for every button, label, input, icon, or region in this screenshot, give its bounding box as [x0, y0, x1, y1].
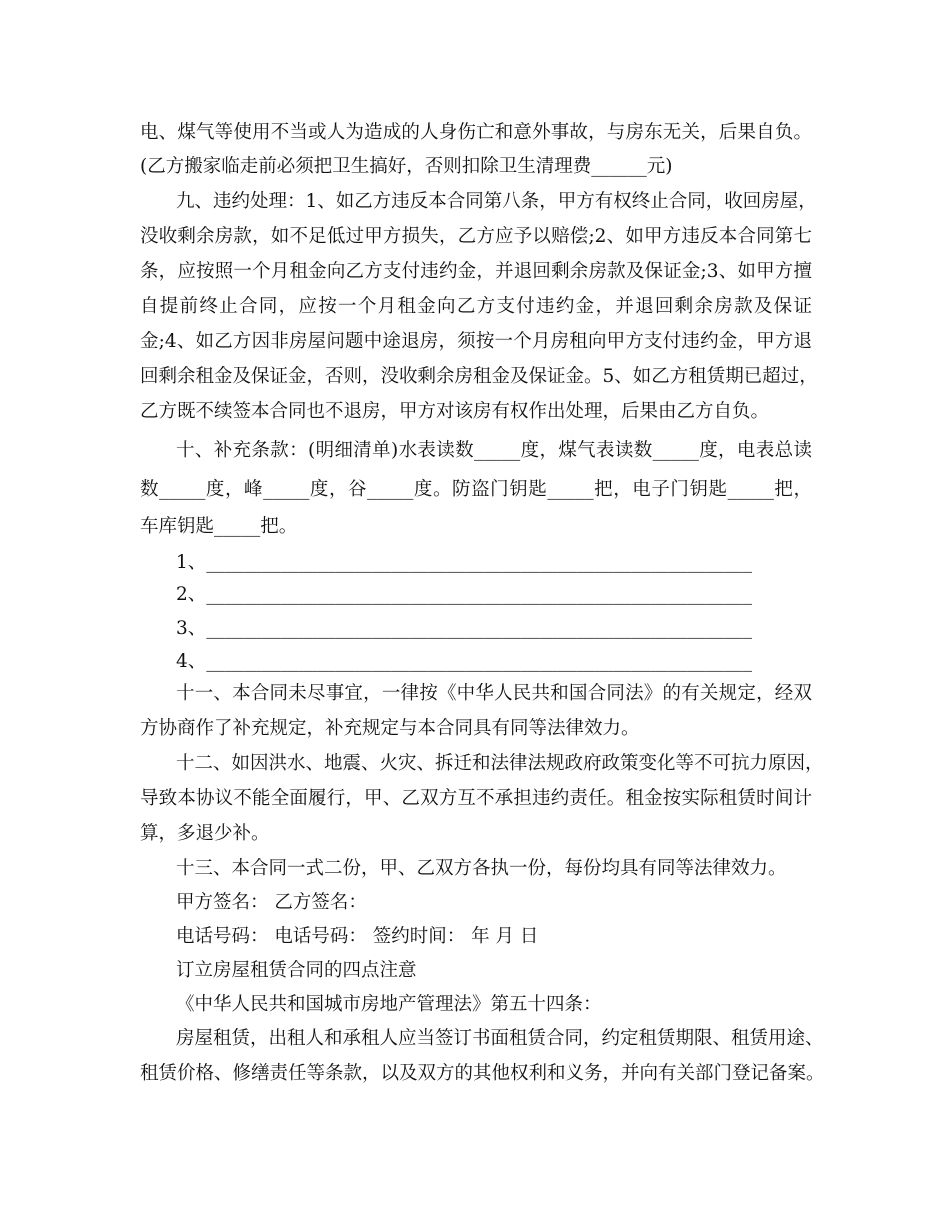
clause-10-heading: 十、补充条款：(明细清单)水表读数_____度，煤气表读数_____度，电表总读 [176, 440, 812, 461]
paragraph-line: 导致本协议不能全面履行，甲、乙双方互不承担违约责任。租金按实际租赁时间计 [140, 788, 812, 809]
clause-11-heading: 十一、本合同未尽事宜，一律按《中华人民共和国合同法》的有关规定，经双 [176, 683, 812, 704]
paragraph-line: 租赁价格、修缮责任等条款，以及双方的其他权利和义务，并向有关部门登记备案。 [140, 1063, 825, 1084]
clause-12-heading: 十二、如因洪水、地震、火灾、拆迁和法律法规政府政策变化等不可抗力原因， [176, 753, 824, 774]
section-title: 订立房屋租赁合同的四点注意 [176, 960, 417, 981]
paragraph-line: 数_____度，峰_____度，谷_____度。防盗门钥匙_____把，电子门钥匙_____把， [140, 479, 812, 500]
phone-date-line: 电话号码： 电话号码： 签约时间： 年 月 日 [176, 926, 539, 947]
paragraph-line: (乙方搬家临走前必须把卫生搞好，否则扣除卫生清理费______元) [140, 156, 673, 177]
clause-9-heading: 九、违约处理：1、如乙方违反本合同第八条，甲方有权终止合同，收回房屋， [176, 191, 817, 212]
signature-line: 甲方签名： 乙方签名： [176, 892, 367, 913]
paragraph-line: 算，多退少补。 [140, 823, 270, 844]
paragraph-line: 自提前终止合同，应按一个月租金向乙方支付违约金，并退回剩余房款及保证 [140, 296, 812, 317]
law-citation: 《中华人民共和国城市房地产管理法》第五十四条： [176, 994, 602, 1015]
blank-item-4: 4、___________________________________________________________ [176, 651, 753, 672]
clause-13-heading: 十三、本合同一式二份，甲、乙双方各执一份，每份均具有同等法律效力。 [176, 858, 787, 879]
blank-item-2: 2、___________________________________________________________ [176, 584, 753, 605]
paragraph-line: 条，应按照一个月租金向乙方支付违约金，并退回剩余房款及保证金;3、如甲方擅 [140, 261, 812, 282]
paragraph-line: 金;4、如乙方因非房屋问题中途退房，须按一个月房租向甲方支付违约金，甲方退 [140, 331, 812, 352]
paragraph-line: 回剩余租金及保证金，否则，没收剩余房租金及保证金。5、如乙方租赁期已超过， [140, 366, 818, 387]
paragraph-line: 乙方既不续签本合同也不退房，甲方对该房有权作出处理，后果由乙方自负。 [140, 401, 770, 422]
blank-item-1: 1、___________________________________________________________ [176, 552, 753, 573]
paragraph-line: 房屋租赁，出租人和承租人应当签订书面租赁合同，约定租赁期限、租赁用途、 [176, 1028, 824, 1049]
paragraph-line: 没收剩余房款，如不足低过甲方损失，乙方应予以赔偿;2、如甲方违反本合同第七 [140, 226, 812, 247]
paragraph-line: 车库钥匙_____把。 [140, 516, 298, 537]
blank-item-3: 3、___________________________________________________________ [176, 618, 753, 639]
paragraph-line: 方协商作了补充规定，补充规定与本合同具有同等法律效力。 [140, 718, 640, 739]
paragraph-line: 电、煤气等使用不当或人为造成的人身伤亡和意外事故，与房东无关，后果自负。 [140, 122, 812, 143]
